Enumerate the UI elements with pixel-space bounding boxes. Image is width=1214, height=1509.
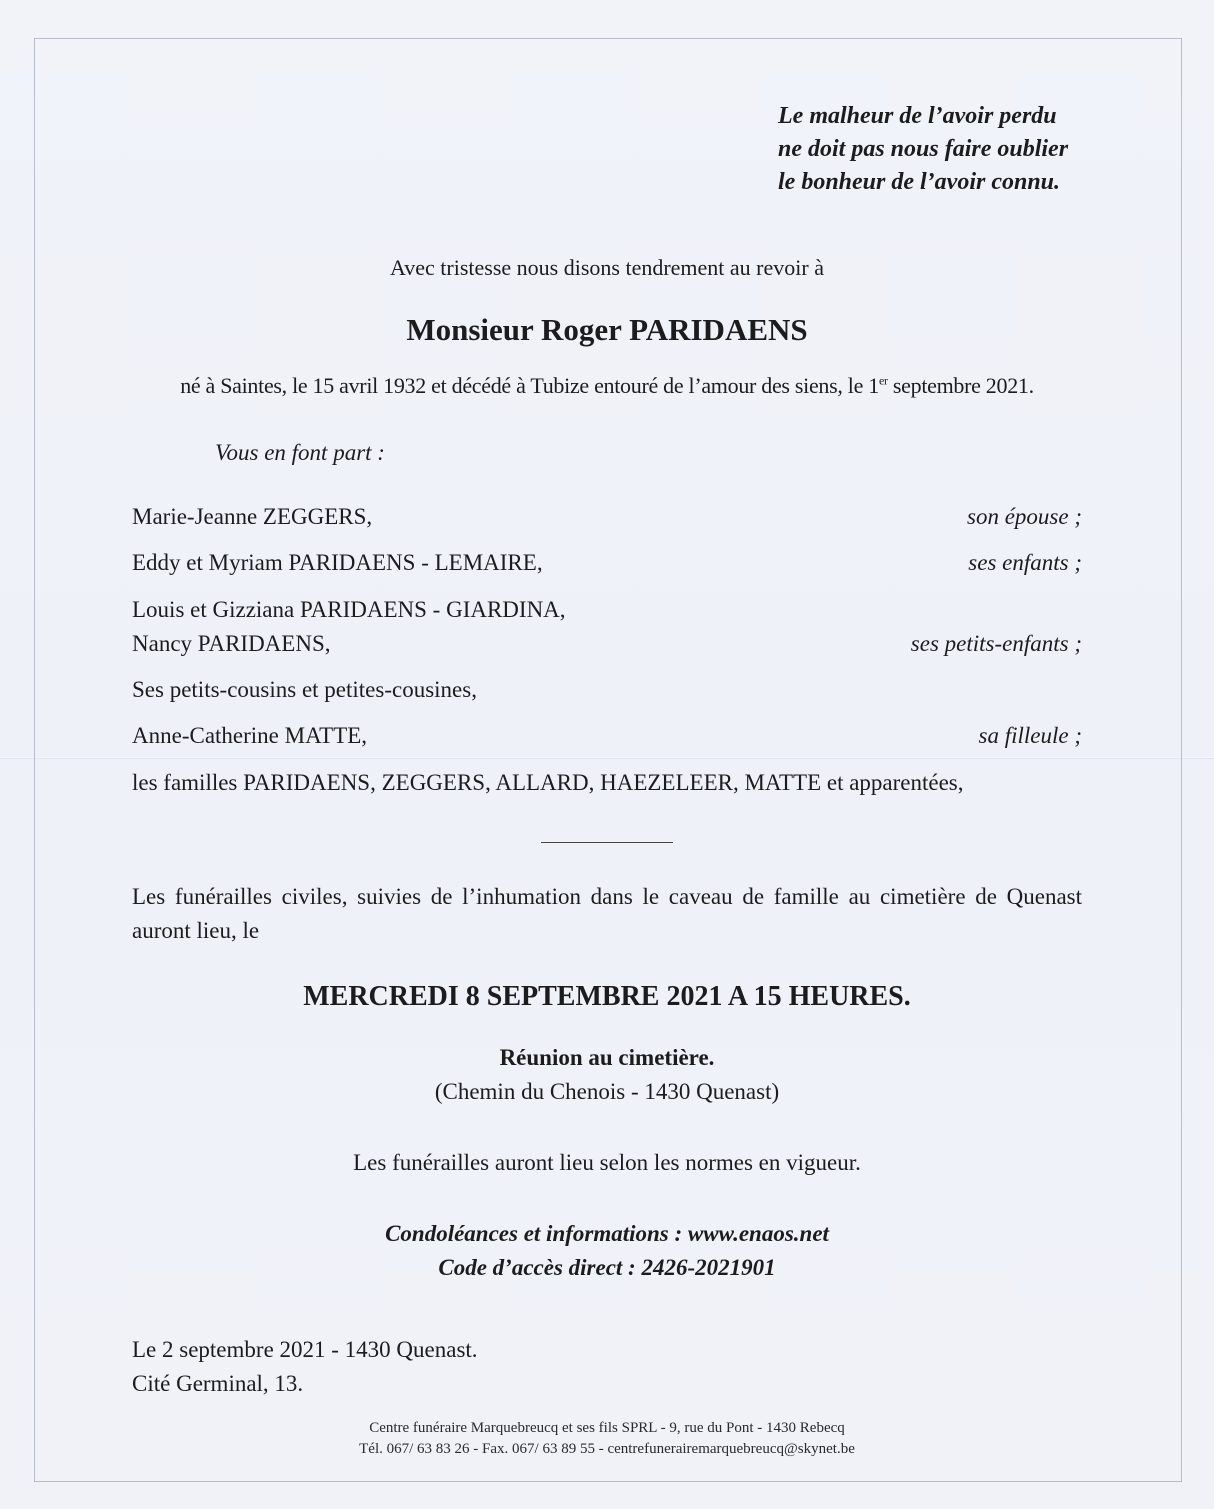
family-name: Nancy PARIDAENS, [132,631,331,656]
place-date-line: Le 2 septembre 2021 - 1430 Quenast. [132,1337,478,1362]
family-row-grandchildren [132,593,1082,661]
family-row-children [132,546,1082,580]
funeral-date: MERCREDI 8 SEPTEMBRE 2021 A 15 HEURES. [303,981,911,1012]
section-divider [541,842,673,843]
family-row-families [132,766,1082,800]
condolences-line: Condoléances et informations : www.enaos.net [385,1221,829,1246]
family-name: Anne-Catherine MATTE, [132,723,368,748]
birth-text-after: septembre 2021. [887,373,1034,398]
quote-line-3: le bonheur de l’avoir connu. [778,169,1061,195]
birth-superscript: er [878,373,888,388]
quote-line-2: ne doit pas nous faire oublier [778,136,1069,162]
condolences-block [0,1217,1214,1285]
meeting-place: Réunion au cimetière. [499,1045,715,1070]
family-name: Ses petits-cousins et petites-cousines, [132,677,477,702]
funerals-paragraph: Les funérailles civiles, suivies de l’inhumation dans le caveau de famille au cimetière de Quenast auront lieu, le [132,884,1082,943]
family-name: Eddy et Myriam PARIDAENS - LEMAIRE, [132,550,543,575]
epigraph-quote [778,100,1108,199]
access-code-line: Code d’accès direct : 2426-2021901 [438,1255,776,1280]
intro-text: Avec tristesse nous disons tendrement au revoir à [390,255,824,280]
family-relation: son épouse ; [967,504,1082,529]
footer-line-2: Tél. 067/ 63 83 26 - Fax. 067/ 63 89 55 - centrefunerairemarquebreucq@skynet.be [359,1441,855,1457]
funeral-home-footer [0,1418,1214,1460]
quote-line-1: Le malheur de l’avoir perdu [778,103,1057,129]
family-relation: ses petits-enfants ; [910,631,1082,656]
family-relation: ses enfants ; [968,550,1082,575]
birth-text-before: né à Saintes, le 15 avril 1932 et décédé à Tubize entouré de l’amour des siens, le 1 [180,373,879,398]
family-name: Marie-Jeanne ZEGGERS, [132,504,373,529]
birth-death-line [0,373,1214,399]
family-name: Louis et Gizziana PARIDAENS - GIARDINA, [132,597,566,622]
deceased-name: Monsieur Roger PARIDAENS [406,312,808,347]
place-and-date [132,1333,478,1401]
footer-line-1: Centre funéraire Marquebreucq et ses fils SPRL - 9, rue du Pont - 1430 Rebecq [369,1420,845,1436]
announcement-heading: Vous en font part : [215,440,385,465]
norms-notice: Les funérailles auront lieu selon les normes en vigueur. [353,1150,861,1175]
family-row-cousins [132,673,1082,707]
family-row-goddaughter [132,719,1082,753]
family-name: les familles PARIDAENS, ZEGGERS, ALLARD, HAEZELEER, MATTE et apparentées, [132,770,964,795]
family-row-spouse [132,500,1082,534]
family-relation: sa filleule ; [978,723,1082,748]
place-address-line: Cité Germinal, 13. [132,1371,304,1396]
cemetery-address: (Chemin du Chenois - 1430 Quenast) [434,1079,780,1104]
